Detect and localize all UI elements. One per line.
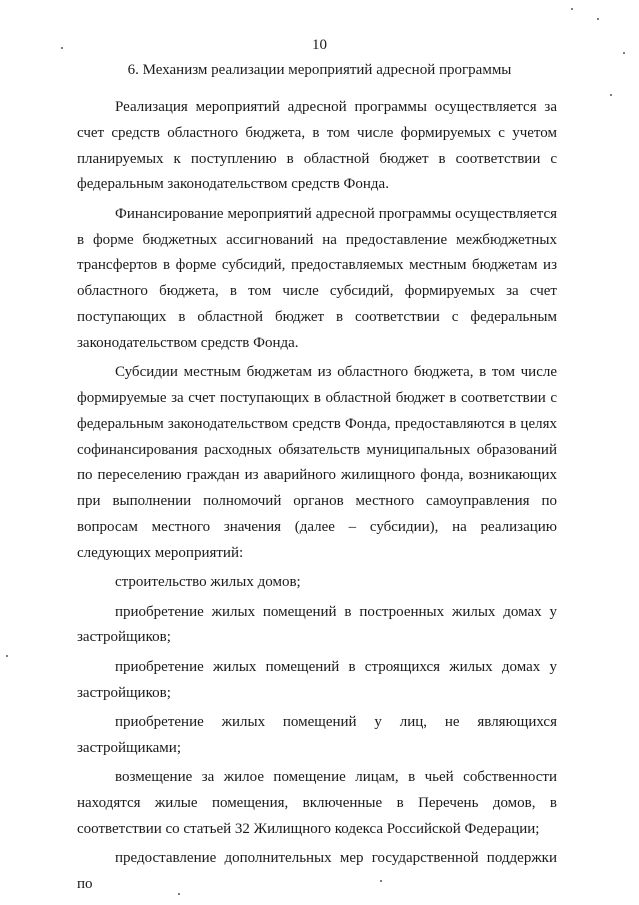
paragraph-subsidies: Субсидии местным бюджетам из областного бюджета, в том числе формируемые за счет поступающих в областной бюджет в соответствии с федеральным законодательством средств Фонда, предоставляются в целях софинансирования расходных обязательств муниципальных образований по переселению граждан из аварийного жилищного фонда, возникающих при выполнении полномочий органов местного самоуправления по вопросам местного значения (далее – субсидии), на реализацию следующих мероприятий: xyxy=(77,364,557,561)
paragraph-financing-form: Финансирование мероприятий адресной программы осуществляется в форме бюджетных ассигнований на предоставление межбюджетных трансфертов в форме субсидий, предоставляемых местным бюджетам из областного бюджета, в том числе субсидий, формируемых за счет поступающих в областной бюджет в соответствии с федеральным законодательством средств Фонда. xyxy=(77,205,557,351)
list-item-additional-support: предоставление дополнительных мер государственной поддержки по xyxy=(77,850,557,892)
scan-speck xyxy=(623,52,625,54)
scan-speck xyxy=(571,8,573,10)
section-heading: 6. Механизм реализации мероприятий адресной программы xyxy=(127,62,512,78)
scan-speck xyxy=(597,18,599,20)
page-number: 10 xyxy=(312,37,327,53)
document-body xyxy=(77,95,557,901)
list-item-construction: строительство жилых домов; xyxy=(115,574,301,591)
list-item-compensation: возмещение за жилое помещение лицам, в чьей собственности находятся жилые помещения, включенные в Перечень домов, в соответствии со статьей 32 Жилищного кодекса Российской Федерации; xyxy=(77,769,557,837)
scan-speck xyxy=(178,893,180,895)
scan-speck xyxy=(6,655,8,657)
list-item-purchase-under-construction: приобретение жилых помещений в строящихся жилых домах у застройщиков; xyxy=(77,658,557,701)
paragraph-funding-source: Реализация мероприятий адресной программы осуществляется за счет средств областного бюджета, в том числе формируемых с учетом планируемых к поступлению в областной бюджет в соответствии с федеральным законодательством средств Фонда. xyxy=(77,99,557,193)
scan-speck xyxy=(610,94,612,96)
scan-speck xyxy=(61,47,63,49)
list-item-purchase-non-developers: приобретение жилых помещений у лиц, не являющихся застройщиками; xyxy=(77,713,557,756)
scan-speck xyxy=(380,880,382,882)
list-item-purchase-built: приобретение жилых помещений в построенных жилых домах у застройщиков; xyxy=(77,603,557,646)
